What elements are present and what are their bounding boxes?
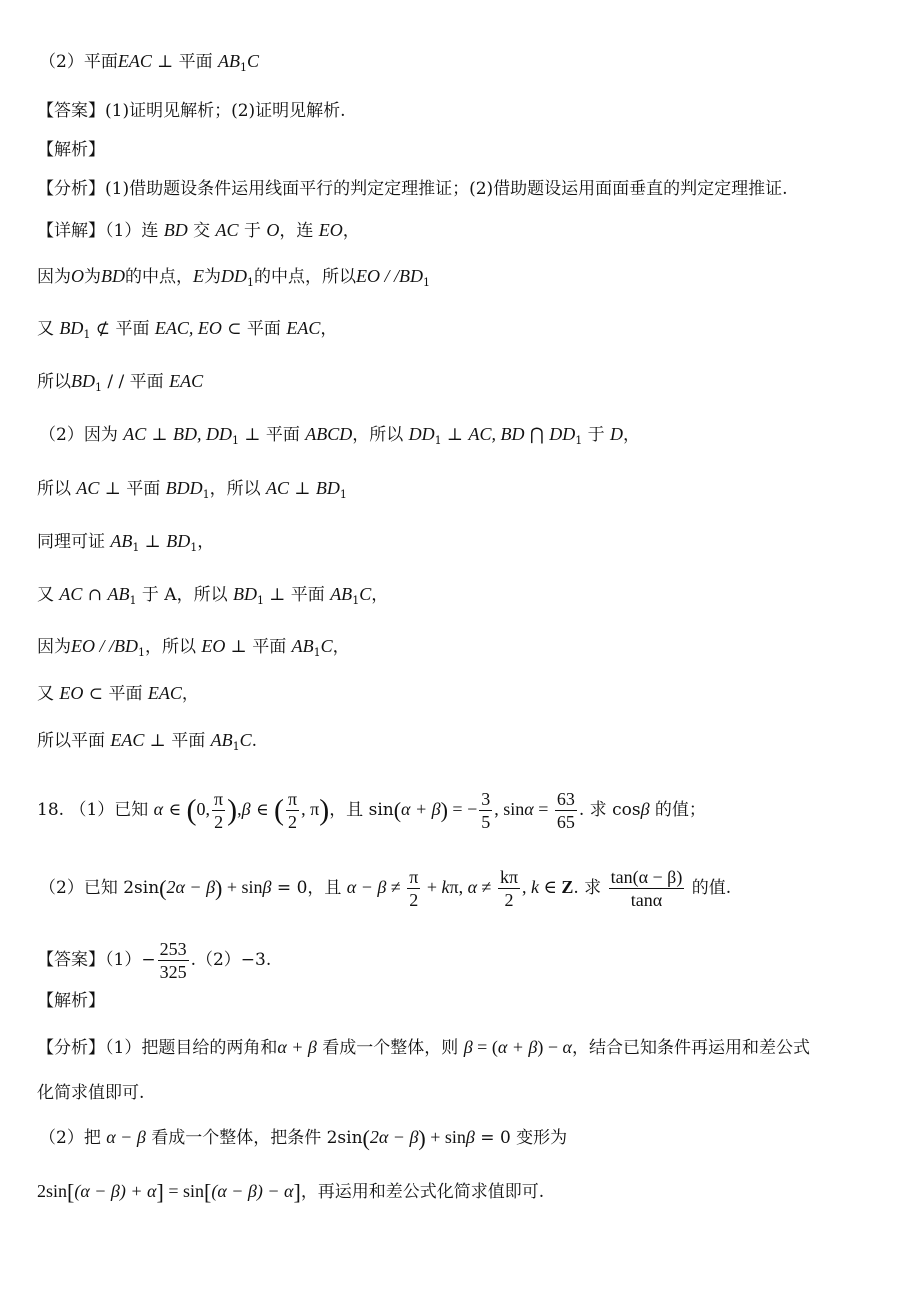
text: ⊄ 平面 — [90, 319, 155, 339]
subscript: 1 — [339, 488, 347, 501]
text: ⊂ 平面 — [221, 319, 287, 339]
math: ) − — [537, 1037, 563, 1057]
text: 看成一个整体，则 — [316, 1038, 464, 1058]
subscript: 1 — [434, 434, 442, 447]
text: ∈ — [163, 800, 187, 820]
subscript: 1 — [352, 594, 360, 607]
math: BD — [163, 220, 188, 240]
math: , — [522, 877, 532, 897]
text: 所以 — [37, 479, 77, 499]
math: DD — [549, 424, 576, 444]
math: AB — [330, 584, 353, 604]
math: 2α − β — [166, 877, 216, 897]
question-18-part-1 — [37, 784, 706, 836]
text: 又 — [37, 319, 60, 339]
answer-line — [37, 100, 346, 122]
text: ⊥ 平面 — [225, 637, 292, 657]
text: ⊥ — [146, 425, 174, 445]
math: BD, DD — [173, 424, 233, 444]
text: ， — [320, 319, 338, 339]
subscript: 1 — [575, 434, 583, 447]
text: ， — [332, 637, 350, 657]
math: AB — [107, 584, 130, 604]
text: ∈ — [250, 800, 274, 820]
text: ， — [197, 532, 215, 552]
numerator: π — [288, 789, 298, 809]
fraction-pi-over-2 — [212, 788, 225, 833]
analysis-18-line-3: （2）把 α − β 看成一个整体，把条件 2sin(2α − β) + sinβ = 0 变形为 — [39, 1125, 568, 1151]
text: 18. （1）已知 — [37, 800, 154, 820]
math: Z — [561, 877, 574, 897]
text: = 0，且 — [271, 878, 347, 898]
math: = ( — [472, 1037, 498, 1057]
math: , sin — [494, 799, 525, 819]
math: EAC, EO — [154, 318, 222, 338]
math: EAC — [110, 730, 145, 750]
subscript: 1 — [247, 276, 254, 289]
text: ， — [342, 221, 360, 241]
denominator: 325 — [159, 962, 187, 982]
text: ⊥ — [289, 479, 316, 499]
paren: ( — [186, 793, 197, 827]
subscript: 1 — [138, 646, 145, 659]
denominator: 2 — [214, 812, 224, 832]
math: 2α − β — [369, 1127, 419, 1147]
text: 【分析】（1）把题目给的两角和 — [37, 1038, 278, 1058]
text: 【解析】 — [37, 991, 105, 1011]
answer-18 — [37, 935, 271, 985]
math: AB — [110, 531, 133, 551]
math: C — [320, 636, 333, 656]
math: DD — [221, 266, 247, 286]
math: EO — [59, 683, 84, 703]
text: ， — [371, 585, 389, 605]
math: , — [237, 799, 242, 819]
detail-part2-step-2 — [37, 477, 347, 506]
text: 于 A，所以 — [136, 585, 233, 605]
math: k — [441, 877, 450, 897]
math: α + β — [401, 799, 441, 819]
numerator: kπ — [499, 867, 519, 887]
math: C — [359, 584, 372, 604]
denominator: tanα — [630, 890, 663, 910]
text: 的值； — [649, 800, 706, 820]
text: （2）把 — [39, 1128, 107, 1148]
text: .（2）−3. — [190, 950, 272, 970]
math: AC, BD — [468, 424, 525, 444]
text: 【解析】 — [37, 140, 105, 160]
math: AB — [218, 51, 241, 71]
math: AB — [210, 730, 233, 750]
math: DD — [408, 424, 435, 444]
detail-part2-step-6 — [37, 682, 199, 705]
text: 因为 — [37, 267, 71, 287]
math: α − β — [106, 1127, 146, 1147]
fraction-253-325 — [158, 938, 189, 983]
text: 的中点，所以 — [254, 267, 356, 287]
analysis-18-line-2 — [37, 1082, 144, 1104]
paren: ( — [393, 797, 402, 823]
text: 【答案】(1)证明见解析；(2)证明见解析. — [37, 101, 346, 121]
math: EO — [318, 220, 343, 240]
subscript: 1 — [202, 488, 210, 501]
numerator: 3 — [481, 789, 491, 809]
subscript: 1 — [129, 594, 137, 607]
text: 看成一个整体，把条件 2sin — [145, 1128, 363, 1148]
subscript: 1 — [256, 594, 264, 607]
text: 化简求值即可. — [37, 1083, 145, 1103]
math: BDD — [165, 478, 203, 498]
text: ， — [181, 684, 199, 704]
math: BD — [71, 371, 95, 391]
math: AC — [215, 220, 239, 240]
detail-step-1 — [37, 219, 360, 242]
detail-part2-step-5 — [37, 635, 350, 664]
math: BD — [166, 531, 191, 551]
fraction-kpi-over-2 — [498, 866, 520, 911]
math: 0, — [196, 799, 211, 819]
denominator: 5 — [481, 812, 491, 832]
math: EO — [201, 636, 226, 656]
text: . 求 — [573, 878, 607, 898]
text: （2）因为 — [39, 425, 124, 445]
denominator: 2 — [504, 890, 514, 910]
math: β — [241, 799, 251, 819]
math: β — [640, 799, 650, 819]
numerator: tan(α − β) — [610, 867, 683, 887]
analysis-18-line-1 — [37, 1036, 810, 1059]
text: ⊥ 平面 — [144, 731, 211, 751]
math: EO / /BD — [356, 266, 423, 286]
text: 交 — [187, 221, 216, 241]
paren: ) — [319, 793, 330, 827]
numerator: π — [214, 789, 224, 809]
text: 所以 — [37, 372, 71, 392]
text: 【分析】(1)借助题设条件运用线面平行的判定定理推证；(2)借助题设运用面面垂直的判定定理推证. — [37, 179, 788, 199]
math: 2sin — [37, 1181, 68, 1201]
math: EO / /BD — [71, 636, 138, 656]
denominator: 2 — [409, 890, 419, 910]
text: ⊥ 平面 — [99, 479, 166, 499]
numerator: 63 — [556, 789, 575, 809]
text: ⊥ — [139, 532, 167, 552]
math: AC — [266, 478, 290, 498]
math: C — [247, 51, 260, 71]
math: + sin — [425, 1127, 466, 1147]
math: (α − β) − α — [211, 1181, 294, 1201]
math: α — [562, 1037, 572, 1057]
paren: ) — [227, 793, 238, 827]
text: ，再运用和差公式化简求值即可. — [300, 1182, 545, 1202]
text: ，结合已知条件再运用和差公式 — [572, 1038, 810, 1058]
math: ≠ — [477, 877, 496, 897]
numerator: π — [409, 867, 419, 887]
math: AB — [291, 636, 314, 656]
subscript: 1 — [423, 276, 430, 289]
text: 于 — [582, 425, 611, 445]
math: BD — [59, 318, 84, 338]
text: （2）已知 2sin — [39, 878, 160, 898]
text: ⊥ 平面 — [239, 425, 306, 445]
text: . 求 cos — [578, 800, 641, 820]
math: α — [467, 877, 478, 897]
text: 同理可证 — [37, 532, 111, 552]
math: α — [153, 799, 164, 819]
detail-part2-step-3 — [37, 530, 214, 559]
fraction-63-65 — [555, 788, 577, 833]
math: C — [239, 730, 252, 750]
subscript: 1 — [240, 61, 248, 74]
denominator: 65 — [556, 812, 575, 832]
text: 又 — [37, 585, 60, 605]
math: AC — [59, 584, 83, 604]
question-18-part-2: （2）已知 2sin(2α − β) + sinβ = 0，且 α − β ≠ $\frac{\pi}{2}$ + kπ, α ≠ $\frac{k\pi}{2}$ , k ∈ Z. 求 $\frac{\tan(\alpha - \beta)}{\tan\alpha}$ 的值. — [39, 867, 732, 910]
paren: ) — [440, 797, 448, 823]
text: / / 平面 — [102, 372, 170, 392]
text: ，所以 — [209, 479, 267, 499]
numerator: 253 — [159, 939, 187, 959]
denominator: 2 — [288, 812, 298, 832]
part-2-statement — [39, 50, 259, 79]
text: ⊂ 平面 — [83, 684, 148, 704]
analysis-heading — [37, 139, 105, 161]
subscript: 1 — [313, 646, 321, 659]
fraction-3-5 — [479, 788, 492, 833]
math: EAC — [286, 318, 321, 338]
fraction-pi-over-2 — [407, 866, 420, 911]
math: = sin — [163, 1181, 204, 1201]
math: β — [262, 877, 272, 897]
subscript: 1 — [132, 541, 140, 554]
math: α + β — [497, 1037, 538, 1057]
text: = 0 变形为 — [474, 1128, 568, 1148]
math: = — [533, 799, 553, 819]
text: ⊥ — [441, 425, 469, 445]
text: ，连 — [279, 221, 319, 241]
analysis-summary — [37, 178, 788, 200]
math: BD — [232, 584, 257, 604]
text: 的值. — [686, 878, 732, 898]
subscript: 1 — [232, 434, 240, 447]
text: 的中点， — [125, 267, 193, 287]
fraction-pi-over-2 — [286, 788, 299, 833]
text: ∩ — [82, 585, 108, 605]
text: 于 — [238, 221, 267, 241]
subscript: 1 — [232, 740, 240, 753]
math: , π — [301, 799, 320, 819]
math: ABCD — [305, 424, 353, 444]
math: α + β — [277, 1037, 317, 1057]
text: ⊥ 平面 — [263, 585, 331, 605]
detail-step-4 — [37, 370, 203, 399]
math: + sin — [222, 877, 263, 897]
text: . — [251, 731, 258, 751]
math: AC — [123, 424, 147, 444]
text: 又 — [37, 684, 60, 704]
math: + — [422, 877, 442, 897]
text: （2）平面 — [39, 52, 118, 72]
text: 所以平面 — [37, 731, 111, 751]
math: O — [266, 220, 280, 240]
math: O — [71, 266, 84, 286]
detail-step-3 — [37, 317, 337, 346]
detail-part2-conclusion — [37, 729, 257, 758]
text: 因为 — [37, 637, 71, 657]
math: BD — [315, 478, 340, 498]
math: α − β — [346, 877, 387, 897]
text: 【详解】（1）连 — [37, 221, 164, 241]
math: EAC — [147, 683, 182, 703]
text: 【答案】（1）− — [37, 950, 156, 970]
math: β — [463, 1037, 473, 1057]
math: β — [465, 1127, 475, 1147]
detail-step-2 — [37, 265, 430, 294]
math: BD — [101, 266, 125, 286]
text: ， — [623, 425, 641, 445]
paren: ( — [274, 793, 284, 827]
math: EAC — [117, 51, 152, 71]
detail-part2-step-4 — [37, 583, 388, 612]
fraction-tan-ratio — [609, 866, 685, 911]
math: k — [531, 877, 540, 897]
math: = − — [447, 799, 478, 819]
math: ∈ — [539, 877, 562, 897]
subscript: 1 — [190, 541, 198, 554]
text: ，所以 — [352, 425, 409, 445]
math: EAC — [169, 371, 204, 391]
analysis-18-line-4: 2sin[(α − β) + α] = sin[(α − β) − α]，再运用和差公式化简求值即可. — [37, 1179, 545, 1205]
math: α — [524, 799, 534, 819]
text: ，所以 — [145, 637, 202, 657]
math: π, — [449, 877, 468, 897]
text: 为 — [84, 267, 101, 287]
math: ≠ — [386, 877, 406, 897]
detail-part2-step-1 — [39, 423, 640, 452]
subscript: 1 — [83, 328, 91, 341]
math: AC — [76, 478, 100, 498]
math: D — [610, 424, 624, 444]
analysis-heading-18 — [37, 990, 105, 1012]
subscript: 1 — [95, 381, 102, 394]
text: 为 — [204, 267, 221, 287]
math: (α − β) + α — [74, 1181, 157, 1201]
text: ⋂ — [524, 425, 550, 445]
text: ⊥ 平面 — [151, 52, 219, 72]
math: E — [193, 266, 204, 286]
text: ，且 sin — [329, 800, 394, 820]
